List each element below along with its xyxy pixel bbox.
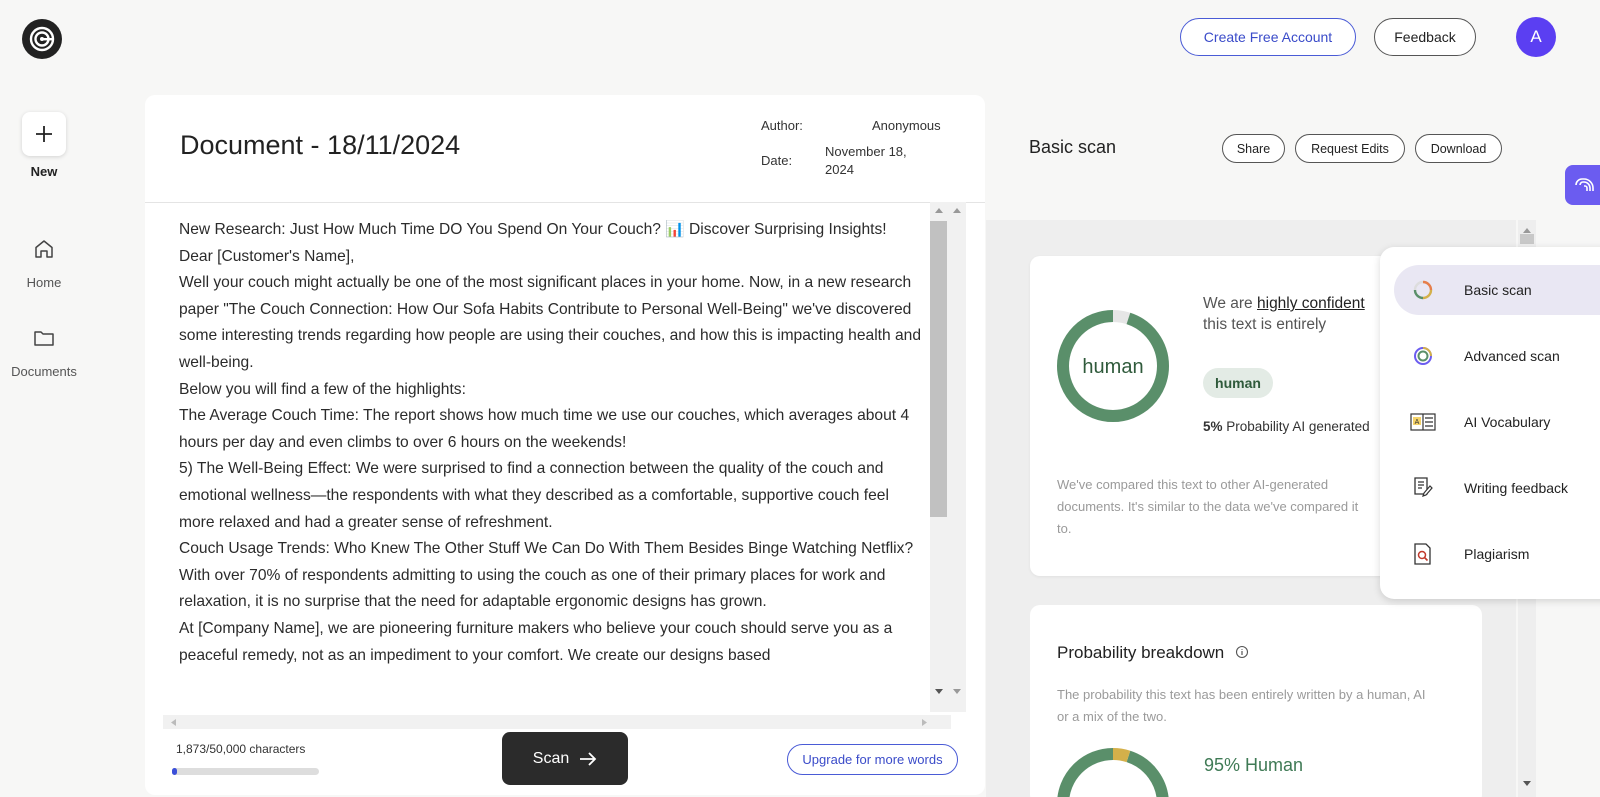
scroll-down-arrow-icon[interactable] bbox=[934, 688, 944, 696]
document-card bbox=[145, 95, 985, 795]
text-paragraph: Couch Usage Trends: Who Knew The Other Stuff We Can Do With Them Besides Binge Watching Netflix? With over 70% of respondents admitting to using the couch as one of their primary places for work and relaxation, it is no surprise that the need for adaptable ergonomic designs has grown. bbox=[179, 540, 914, 611]
menu-item-ai-vocabulary[interactable] bbox=[1380, 397, 1600, 447]
ai-vocabulary-icon bbox=[1410, 409, 1436, 435]
scroll-up-arrow-icon[interactable] bbox=[952, 206, 962, 214]
advanced-scan-icon bbox=[1410, 343, 1436, 369]
nav-home[interactable]: Home bbox=[26, 275, 62, 290]
document-title[interactable]: Document - 18/11/2024 bbox=[180, 130, 461, 160]
ai-probability bbox=[1203, 419, 1370, 434]
scroll-right-arrow-icon[interactable] bbox=[921, 718, 929, 727]
basic-scan-icon bbox=[1410, 277, 1436, 303]
scroll-down-arrow-icon[interactable] bbox=[1522, 780, 1532, 788]
breakdown-title-text: Probability breakdown bbox=[1057, 643, 1225, 662]
character-progress-fill bbox=[172, 768, 177, 775]
result-badge: human bbox=[1203, 368, 1273, 398]
writing-feedback-icon bbox=[1410, 475, 1436, 501]
assistant-side-tab[interactable] bbox=[1565, 165, 1600, 205]
text-paragraph: 5) The Well-Being Effect: We were surprised to find a connection between the quality of the couch and emotional wellness—the respondents with what they described as a comfortable, supportive couch feel more relaxed and had a greater sense of refreshment. bbox=[179, 460, 889, 531]
menu-item-label: Advanced scan bbox=[1464, 348, 1560, 364]
new-document-button[interactable] bbox=[22, 112, 66, 156]
date-label: Date: bbox=[761, 153, 793, 168]
home-icon[interactable] bbox=[32, 237, 56, 261]
scroll-up-arrow-icon[interactable] bbox=[934, 206, 944, 214]
date-value bbox=[825, 143, 907, 179]
text-paragraph: At [Company Name], we are pioneering furniture makers who believe your couch should serve you as a peaceful remedy, not as an impediment to your comfort. We create our designs based bbox=[179, 619, 893, 664]
logo-icon bbox=[28, 25, 56, 53]
share-button[interactable]: Share bbox=[1222, 134, 1285, 163]
folder-icon[interactable] bbox=[32, 326, 56, 350]
divider bbox=[145, 202, 985, 203]
menu-item-advanced-scan[interactable] bbox=[1380, 331, 1600, 381]
author-value: Anonymous bbox=[872, 118, 941, 133]
comparison-note: We've compared this text to other AI-generated documents. It's similar to the data we've compared it to. bbox=[1057, 477, 1359, 536]
ai-probability-text: Probability AI generated bbox=[1226, 419, 1370, 434]
confidence-statement bbox=[1203, 293, 1383, 335]
breakdown-donut-chart bbox=[1055, 746, 1171, 797]
menu-item-label: AI Vocabulary bbox=[1464, 414, 1551, 430]
download-button[interactable]: Download bbox=[1415, 134, 1502, 163]
scroll-down-arrow-icon[interactable] bbox=[952, 688, 962, 696]
feedback-button[interactable]: Feedback bbox=[1374, 18, 1476, 56]
plagiarism-icon bbox=[1410, 541, 1436, 567]
nav-documents[interactable]: Documents bbox=[11, 364, 77, 379]
breakdown-human-arc bbox=[1063, 754, 1163, 797]
scan-label: Scan bbox=[532, 749, 570, 767]
text-paragraph: New Research: Just How Much Time DO You Spend On Your Couch? 📊 Discover Surprising Insights! bbox=[179, 221, 887, 238]
text-paragraph: The Average Couch Time: The report shows how much time we use our couches, which averages about 4 hours per day and even climbs to over 6 hours on the weekends! bbox=[179, 407, 910, 451]
confidence-suffix: this text is entirely bbox=[1203, 316, 1327, 333]
horizontal-scrollbar[interactable] bbox=[163, 715, 951, 729]
text-paragraph: Dear [Customer's Name], bbox=[179, 247, 355, 265]
text-paragraph: Below you will find a few of the highlights: bbox=[179, 380, 466, 398]
document-text-area[interactable] bbox=[179, 217, 924, 717]
date-value-line1: November 18, bbox=[825, 144, 907, 159]
human-donut-chart bbox=[1055, 308, 1171, 424]
confidence-prefix: We are bbox=[1203, 295, 1257, 312]
scroll-left-arrow-icon[interactable] bbox=[169, 718, 177, 727]
user-avatar[interactable]: A bbox=[1516, 17, 1556, 57]
breakdown-human-value: 95% Human bbox=[1204, 755, 1304, 775]
create-account-button[interactable]: Create Free Account bbox=[1180, 18, 1356, 56]
menu-item-basic-scan[interactable] bbox=[1394, 265, 1600, 315]
scan-button[interactable] bbox=[502, 732, 628, 785]
ai-probability-value: 5% bbox=[1203, 419, 1223, 434]
menu-item-plagiarism[interactable] bbox=[1380, 529, 1600, 579]
scan-type-menu bbox=[1380, 247, 1600, 599]
arrow-right-icon bbox=[579, 751, 597, 767]
scrollbar-thumb[interactable] bbox=[1520, 234, 1534, 244]
app-logo[interactable] bbox=[22, 19, 62, 59]
character-count: 1,873/50,000 characters bbox=[176, 742, 306, 756]
author-label: Author: bbox=[761, 118, 803, 133]
request-edits-button[interactable]: Request Edits bbox=[1295, 134, 1405, 163]
breakdown-title bbox=[1057, 643, 1249, 663]
menu-item-label: Plagiarism bbox=[1464, 546, 1530, 562]
breakdown-description: The probability this text has been entirely written by a human, AI or a mix of the two. bbox=[1057, 687, 1426, 724]
character-progress-bar bbox=[172, 768, 319, 775]
svg-text:A: A bbox=[1414, 419, 1420, 426]
confidence-link[interactable]: highly confident bbox=[1257, 295, 1365, 312]
plus-icon bbox=[34, 124, 54, 144]
new-label: New bbox=[30, 164, 58, 179]
scrollbar-thumb[interactable] bbox=[930, 221, 947, 517]
donut-label: human bbox=[1082, 356, 1144, 378]
brain-icon bbox=[1573, 174, 1597, 196]
menu-item-label: Writing feedback bbox=[1464, 480, 1569, 496]
text-paragraph: Well your couch might actually be one of the most significant places in your home. Now, in a new research paper "The Couch Connection: How Our Sofa Habits Contribute to Personal Well-Being" we've discovered some interesting trends regarding how people are using their couches, and how this is impacting health and well-being. bbox=[179, 274, 922, 371]
upgrade-button[interactable]: Upgrade for more words bbox=[787, 744, 958, 775]
info-icon[interactable] bbox=[1235, 645, 1249, 659]
scroll-up-arrow-icon[interactable] bbox=[1522, 226, 1532, 234]
results-title: Basic scan bbox=[1029, 137, 1117, 157]
date-value-line2: 2024 bbox=[825, 162, 854, 177]
menu-item-label: Basic scan bbox=[1464, 282, 1532, 298]
menu-item-writing-feedback[interactable] bbox=[1380, 463, 1600, 513]
